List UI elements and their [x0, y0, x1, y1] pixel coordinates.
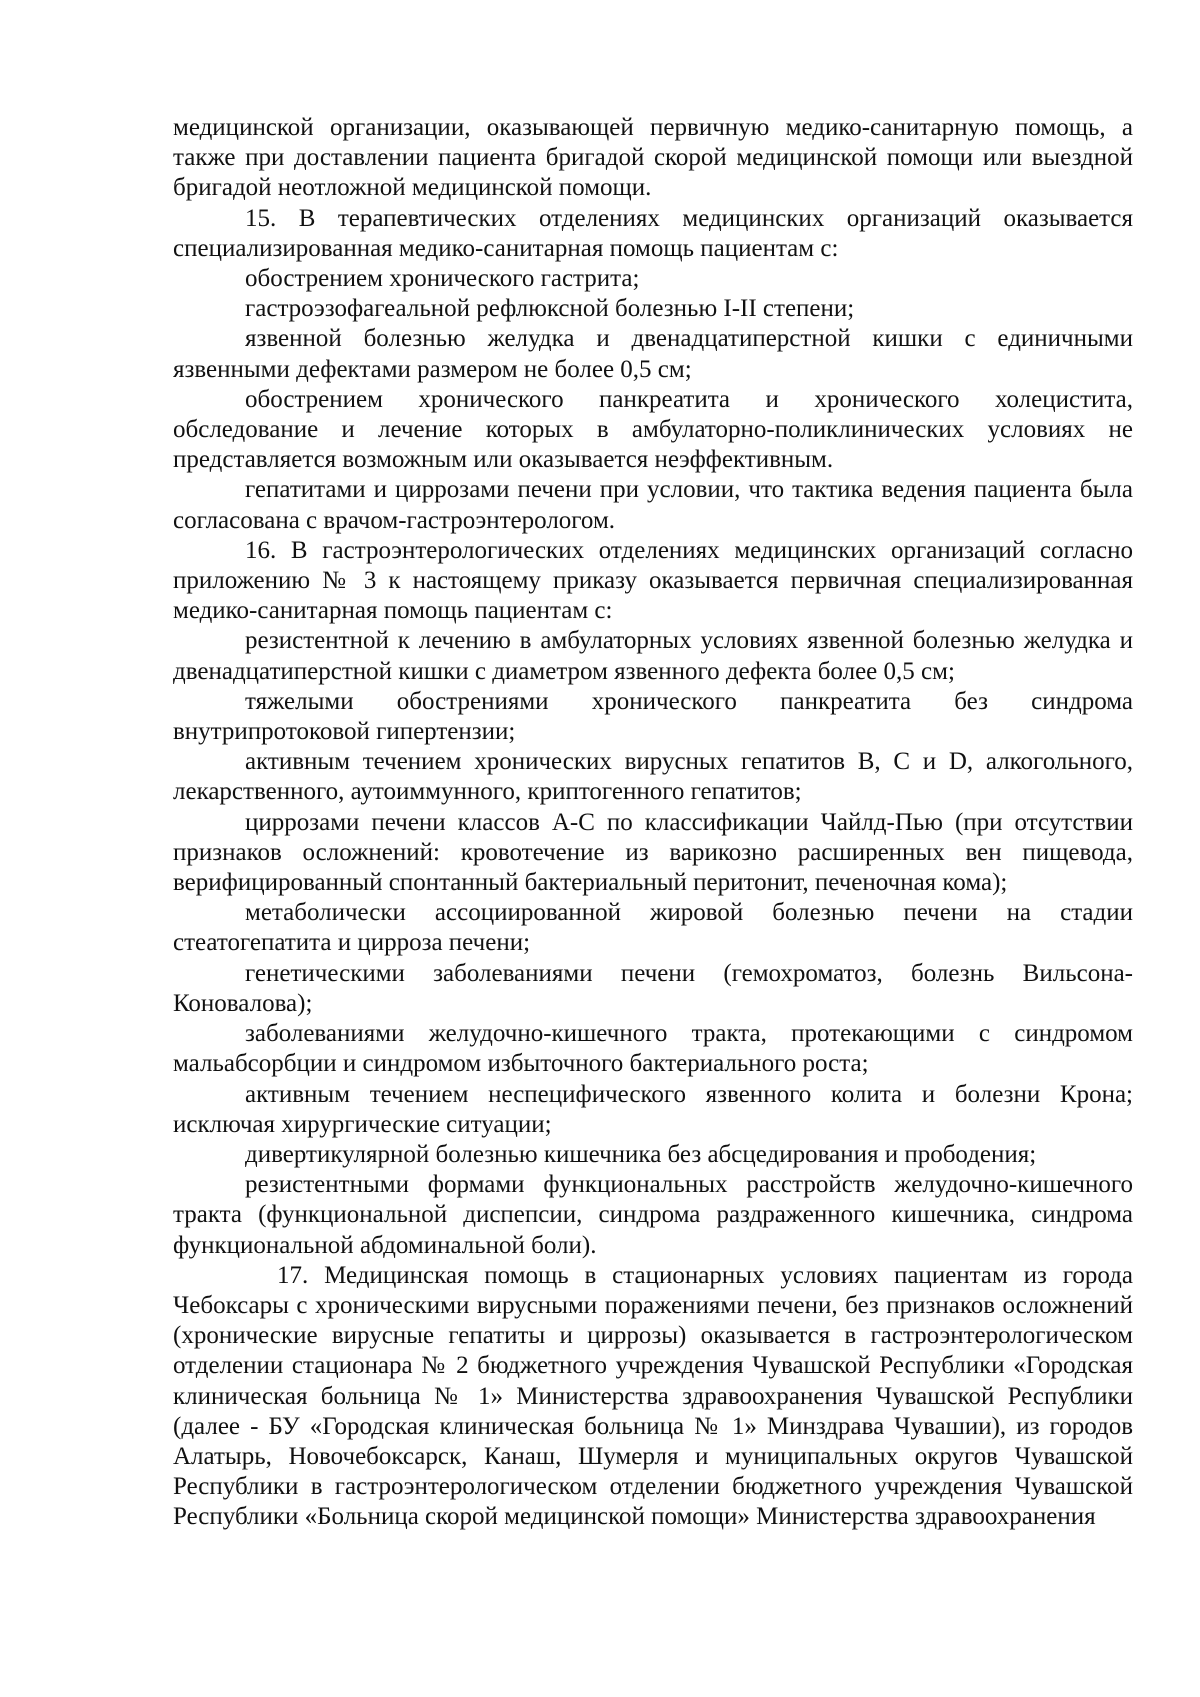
list-item: язвенной болезнью желудка и двенадцатиперстной кишки с единичными язвенными дефектами размером не более 0,5 см; — [173, 325, 1133, 383]
paragraph-item-17: 17. Медицинская помощь в стационарных условиях пациентам из города Чебоксары с хроническими вирусными поражениями печени, без признаков осложнений (хронические вирусные гепатиты и циррозы) оказывается в гастроэнтерологическом отделении стационара № 2 бюджетного учреждения Чувашской Республики «Городская клиническая больница № 1» Министерства здравоохранения Чувашской Республики (далее - БУ «Городская клиническая больница № 1» Минздрава Чувашии), из городов Алатырь, Новочебоксарск, Канаш, Шумерля и муниципальных округов Чувашской Республики в гастроэнтерологическом отделении бюджетного учреждения Чувашской Республики «Больница скорой медицинской помощи» Министерства здравоохранения — [173, 1261, 1133, 1531]
list-item: гепатитами и циррозами печени при условии, что тактика ведения пациента была согласована с врачом-гастроэнтерологом. — [173, 476, 1133, 534]
list-item: генетическими заболеваниями печени (гемохроматоз, болезнь Вильсона-Коновалова); — [173, 959, 1133, 1017]
paragraph-item-16: 16. В гастроэнтерологических отделениях медицинских организаций согласно приложению № 3 к настоящему приказу оказывается первичная специализированная медико-санитарная помощь пациентам с: — [173, 536, 1133, 625]
list-item: резистентными формами функциональных расстройств желудочно-кишечного тракта (функциональной диспепсии, синдрома раздраженного кишечника, синдрома функциональной абдоминальной боли). — [173, 1171, 1133, 1259]
list-item: обострением хронического гастрита; — [245, 265, 640, 293]
paragraph-item-15: 15. В терапевтических отделениях медицинских организаций оказывается специализированная медико-санитарная помощь пациентам с: — [173, 204, 1133, 262]
list-item: резистентной к лечению в амбулаторных условиях язвенной болезнью желудка и двенадцатиперстной кишки с диаметром язвенного дефекта более 0,5 см; — [173, 627, 1133, 685]
list-item: тяжелыми обострениями хронического панкреатита без синдрома внутрипротоковой гипертензии; — [173, 687, 1133, 746]
list-item: активным течением хронических вирусных гепатитов B, C и D, алкогольного, лекарственного, аутоиммунного, криптогенного гепатитов; — [173, 748, 1133, 806]
list-item: активным течением неспецифического язвенного колита и болезни Крона; исключая хирургические ситуации; — [173, 1080, 1133, 1138]
list-item: заболеваниями желудочно-кишечного тракта, протекающими с синдромом мальабсорбции и синдромом избыточного бактериального роста; — [173, 1020, 1133, 1078]
list-item: циррозами печени классов А-С по классификации Чайлд-Пью (при отсутствии признаков осложнений: кровотечение из варикозно расширенных вен пищевода, верифицированный спонтанный бактериальный перитонит, печеночная кома); — [173, 808, 1133, 897]
list-item: гастроэзофагеальной рефлюксной болезнью I-II степени; — [245, 295, 855, 323]
list-item: дивертикулярной болезнью кишечника без абсцедирования и прободения; — [245, 1140, 1037, 1168]
list-item: обострением хронического панкреатита и хронического холецистита, обследование и лечение которых в амбулаторно-поликлинических условиях не представляется возможным или оказывается неэффективным. — [173, 385, 1133, 474]
list-item: метаболически ассоциированной жировой болезнью печени на стадии стеатогепатита и цирроза печени; — [173, 899, 1133, 957]
paragraph-continuation: медицинской организации, оказывающей первичную медико-санитарную помощь, а также при доставлении пациента бригадой скорой медицинской помощи или выездной бригадой неотложной медицинской помощи. — [173, 114, 1133, 202]
document-body — [173, 113, 1133, 1533]
